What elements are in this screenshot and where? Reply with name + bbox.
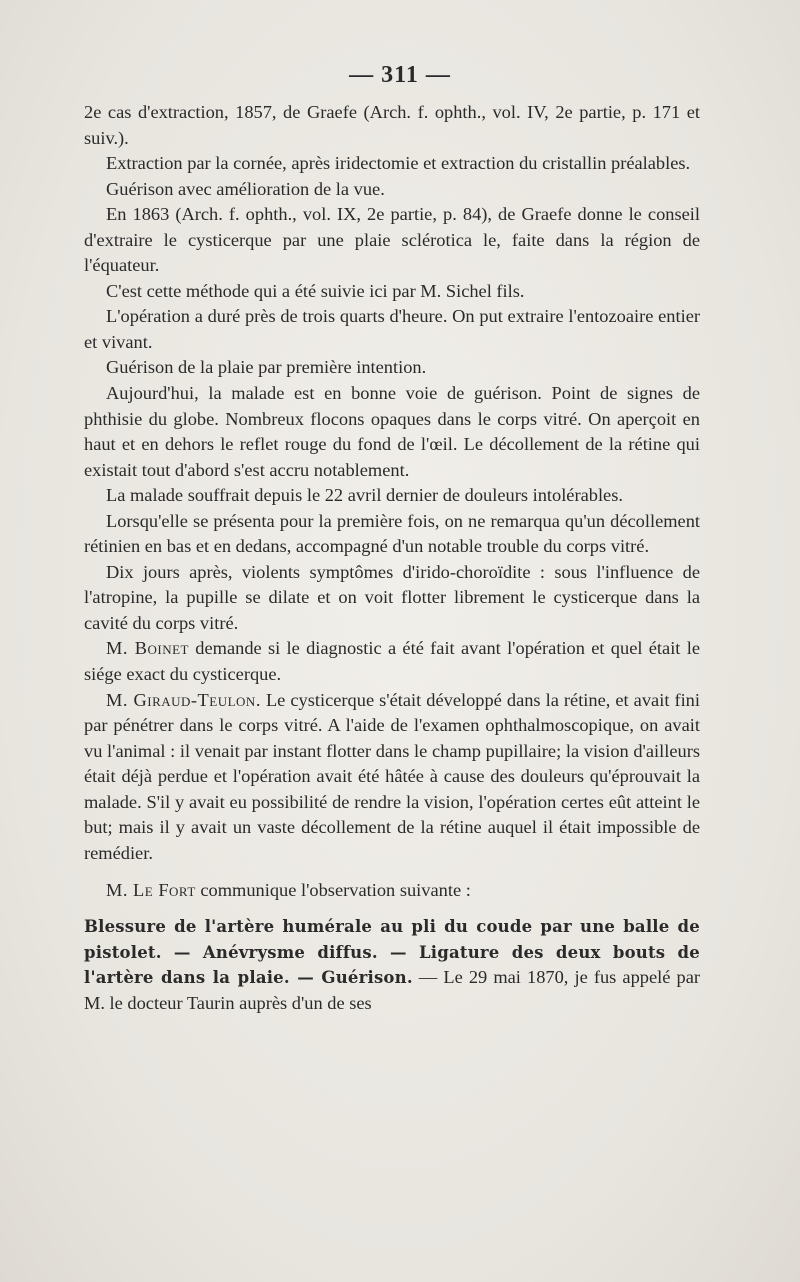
paragraph-5: C'est cette méthode qui a été suivie ici par M. Sichel fils. <box>106 280 525 301</box>
case-paragraph <box>84 914 700 1016</box>
case-text: — Le 29 mai 1870, je fus appelé par M. le docteur Taurin auprès d'un de ses <box>84 967 700 1013</box>
paragraph-10: Lorsqu'elle se présenta pour la première fois, on ne remarqua qu'un décollement rétinien en bas et en dedans, accompagné d'un notable trouble du corps vitré. <box>84 510 700 557</box>
giraud-paragraph <box>84 688 700 867</box>
speaker-le-fort: M. Le Fort <box>106 880 196 901</box>
page-body <box>84 100 700 1016</box>
paragraph-2: Extraction par la cornée, après iridectomie et extraction du cristallin préalables. <box>106 153 691 174</box>
giraud-text: Le cysticerque s'était développé dans la rétine, et avait fini par pénétrer dans le corps vitré. A l'aide de l'examen ophthalmoscopique, on avait vu l'animal : il venait par instant flotter dans le champ pupillaire; la vision d'ailleurs était déjà perdue et l'opération avait été hâtée à cause des douleurs qu'éprouvait la malade. S'il y avait eu possibilité de rendre la vision, l'opération certes eût atteint le but; mais il y avait un vaste décollement de la rétine auquel il était impossible de remédier. <box>84 689 700 863</box>
paragraph-9: La malade souffrait depuis le 22 avril dernier de douleurs intolérables. <box>106 485 623 506</box>
speaker-boinet: M. Boinet <box>106 638 189 659</box>
paragraph-3: Guérison avec amélioration de la vue. <box>106 178 385 199</box>
boinet-paragraph <box>84 636 700 687</box>
lefort-paragraph <box>84 878 700 904</box>
boinet-text: demande si le diagnostic a été fait avant l'opération et quel était le siége exact du cysticerque. <box>84 638 700 685</box>
paragraph-4: En 1863 (Arch. f. ophth., vol. IX, 2e partie, p. 84), de Graefe donne le conseil d'extraire le cysticerque par une plaie sclérotica le, faite dans la région de l'équateur. <box>84 204 700 276</box>
lefort-text: communique l'observation suivante : <box>195 880 471 901</box>
speaker-giraud-teulon: M. Giraud-Teulon. <box>106 689 261 710</box>
paragraph-1: 2e cas d'extraction, 1857, de Graefe (Arch. f. ophth., vol. IV, 2e partie, p. 171 et suiv.). <box>84 102 700 148</box>
paragraph-7: Guérison de la plaie par première intention. <box>106 357 427 378</box>
case-heading: Blessure de l'artère humérale au pli du coude par une balle de pistolet. — Anévrysme diffus. — Ligature des deux bouts de l'artère dans la plaie. — Guérison. <box>84 916 700 988</box>
paragraph-8: Aujourd'hui, la malade est en bonne voie de guérison. Point de signes de phthisie du globe. Nombreux flocons opaques dans le corps vitré. On aperçoit en haut et en dehors le reflet rouge du fond de l'œil. Le décollement de la rétine qui existait tout d'abord s'est accru notablement. <box>84 383 700 480</box>
paragraph-11: Dix jours après, violents symptômes d'irido-choroïdite : sous l'influence de l'atropine, la pupille se dilate et on voit flotter librement le cysticerque dans la cavité du corps vitré. <box>84 561 700 633</box>
page-number: — 311 — <box>349 62 451 88</box>
paragraph-6: L'opération a duré près de trois quarts d'heure. On put extraire l'entozoaire entier et vivant. <box>84 306 700 352</box>
